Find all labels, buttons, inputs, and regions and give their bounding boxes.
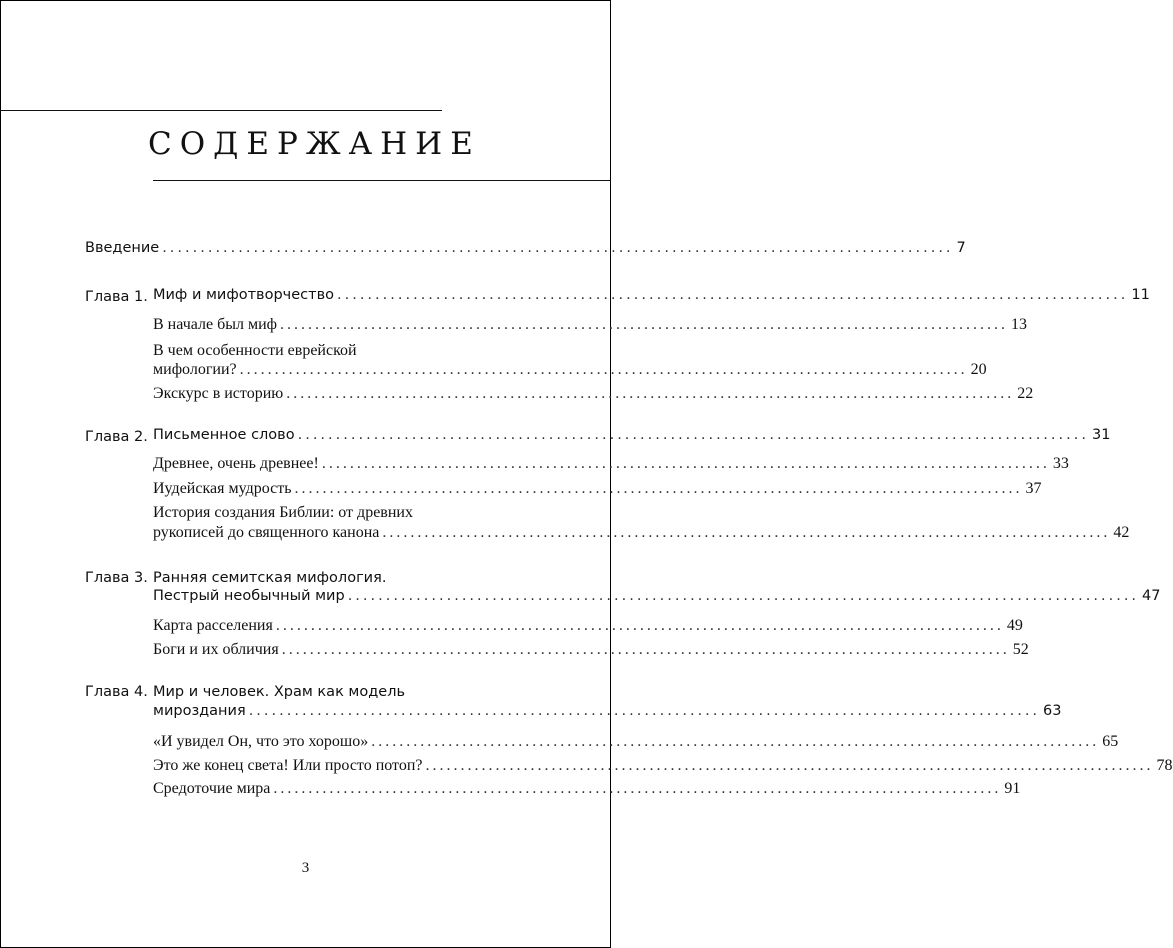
- toc-entry-section[interactable]: [153, 480, 1042, 504]
- chapter-label: Глава 4.: [85, 684, 148, 700]
- section-title: Карта расселения: [153, 617, 273, 634]
- toc-entry-section[interactable]: [153, 524, 1130, 548]
- toc-page-number: 52: [1012, 641, 1029, 658]
- dot-leader: ........................................................................................................: [371, 733, 1100, 750]
- section-title: мифологии?: [153, 361, 237, 378]
- dot-leader: ........................................................................................................: [286, 385, 1015, 402]
- chapter-title: Письменное слово: [153, 427, 295, 443]
- toc-page-number: 63: [1043, 703, 1062, 719]
- toc-entry-chapter[interactable]: [153, 588, 1161, 612]
- toc-page-number: 65: [1102, 733, 1119, 750]
- toc-entry-section[interactable]: [153, 316, 1027, 340]
- section-title: рукописей до священного канона: [153, 524, 380, 541]
- toc-entry-section[interactable]: [153, 455, 1069, 479]
- section-title: Средоточие мира: [153, 780, 271, 797]
- toc-page-number: 47: [1142, 588, 1161, 604]
- chapter-title: Пестрый необычный мир: [153, 588, 345, 604]
- toc-entry-label: Введение: [85, 240, 160, 256]
- page-title: СОДЕРЖАНИЕ: [148, 126, 481, 162]
- chapter-label: Глава 3.: [85, 570, 148, 586]
- toc-page-number: 37: [1025, 480, 1042, 497]
- dot-leader: ........................................................................................................: [297, 427, 1089, 443]
- section-title: Экскурс в историю: [153, 385, 284, 402]
- toc-page-number: 20: [970, 361, 987, 378]
- toc-page-number: 22: [1017, 385, 1034, 402]
- toc-entry-section[interactable]: [153, 361, 987, 385]
- toc-page-number: 49: [1006, 617, 1023, 634]
- chapter-title: Миф и мифотворчество: [153, 287, 334, 303]
- dot-leader: ........................................................................................................: [347, 588, 1140, 604]
- chapter-title-line: Ранняя семитская мифология.: [153, 570, 387, 586]
- toc-entry-section[interactable]: [153, 641, 1029, 665]
- toc-entry-section[interactable]: [153, 733, 1119, 757]
- section-title-line: В чем особенности еврейской: [153, 342, 357, 359]
- toc-page-number: 31: [1091, 427, 1111, 443]
- toc-page-number: 7: [956, 240, 966, 256]
- toc-entry-chapter[interactable]: [153, 427, 1111, 451]
- section-title: «И увидел Он, что это хорошо»: [153, 733, 369, 750]
- dot-leader: ........................................................................................................: [337, 287, 1129, 303]
- dot-leader: ........................................................................................................: [281, 641, 1010, 658]
- toc-entry-section[interactable]: [153, 617, 1023, 641]
- section-title: Это же конец света! Или просто потоп?: [153, 757, 423, 774]
- toc-page-number: 13: [1011, 316, 1027, 333]
- dot-leader: ........................................................................................................: [162, 240, 954, 256]
- section-title: Боги и их обличия: [153, 641, 279, 658]
- page-number: 3: [301, 860, 310, 876]
- section-title: В начале был миф: [153, 316, 277, 333]
- toc-entry-section[interactable]: [153, 780, 1021, 804]
- toc-page-number: 91: [1004, 780, 1021, 797]
- section-title-line: История создания Библии: от древних: [153, 504, 413, 521]
- dot-leader: ........................................................................................................: [425, 757, 1154, 774]
- dot-leader: ........................................................................................................: [273, 780, 1002, 797]
- chapter-label: Глава 2.: [85, 429, 148, 445]
- dot-leader: ........................................................................................................: [294, 480, 1023, 497]
- dot-leader: ........................................................................................................: [321, 455, 1050, 472]
- chapter-title-line: Мир и человек. Храм как модель: [153, 684, 406, 700]
- toc-page-number: 33: [1052, 455, 1069, 472]
- toc-entry-section[interactable]: [153, 385, 1034, 409]
- chapter-label: Глава 1.: [85, 289, 148, 305]
- toc-page-number: 11: [1131, 287, 1150, 303]
- dot-leader: ........................................................................................................: [275, 617, 1004, 634]
- toc-page-number: 42: [1113, 524, 1130, 541]
- toc-entry-chapter[interactable]: [153, 703, 1062, 727]
- section-title: Иудейская мудрость: [153, 480, 292, 497]
- toc-entry-chapter[interactable]: [153, 287, 1150, 311]
- section-title: Древнее, очень древнее!: [153, 455, 319, 472]
- dot-leader: ........................................................................................................: [239, 361, 968, 378]
- dot-leader: ........................................................................................................: [280, 316, 1008, 333]
- dot-leader: ........................................................................................................: [382, 524, 1111, 541]
- toc-entry-section[interactable]: [153, 757, 1173, 781]
- chapter-title: мироздания: [153, 703, 246, 719]
- toc-page-number: 78: [1156, 757, 1173, 774]
- dot-leader: ........................................................................................................: [248, 703, 1041, 719]
- toc-entry-intro[interactable]: [85, 240, 966, 264]
